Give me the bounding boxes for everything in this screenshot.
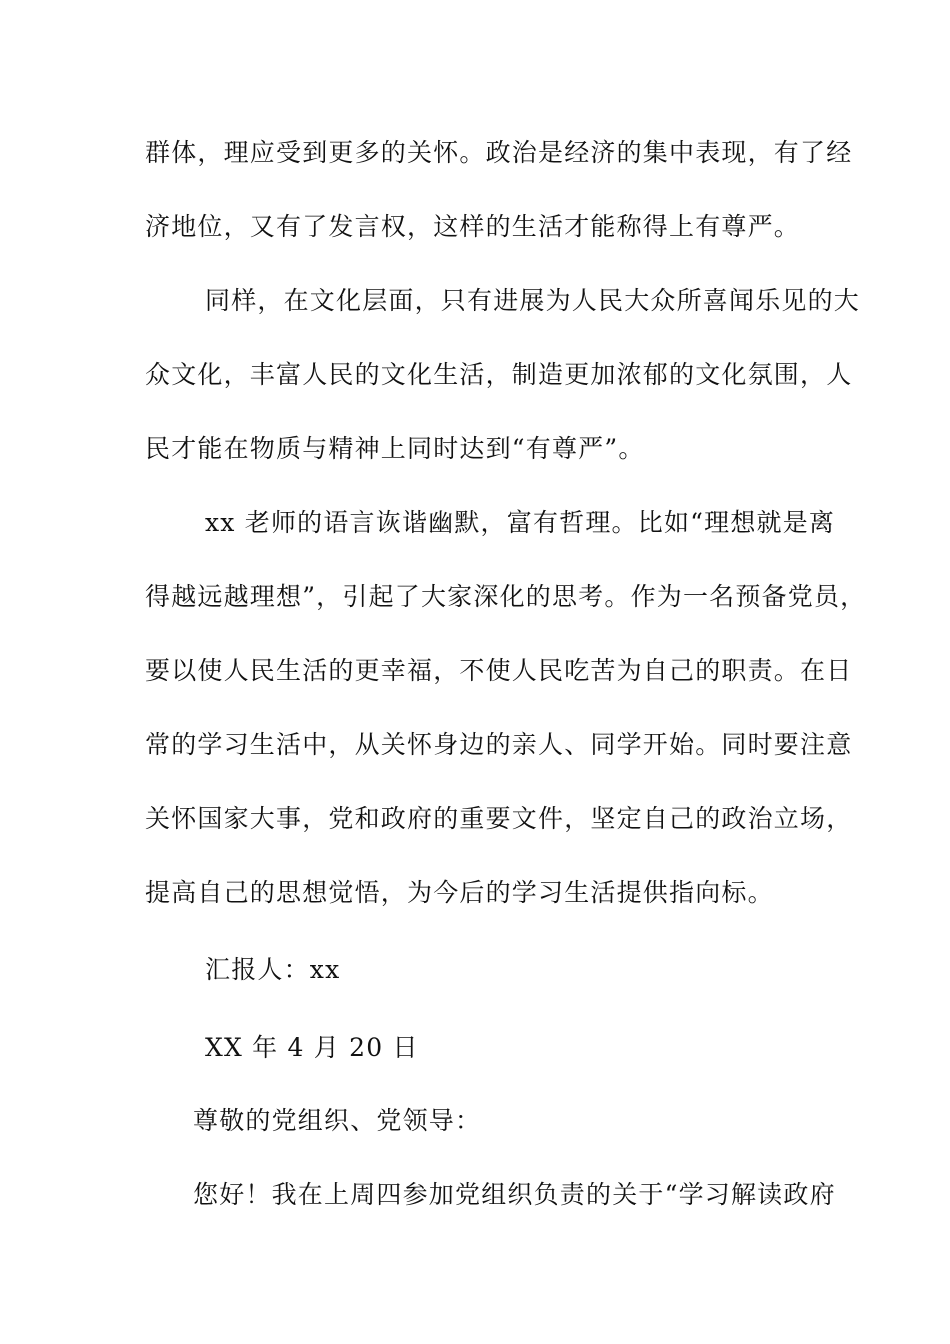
reporter-signature: 汇报人：xx — [205, 955, 341, 984]
paragraph-line: 济地位，又有了发言权，这样的生活才能称得上有尊严。 — [145, 212, 801, 241]
paragraph-line: 提高自己的思想觉悟，为今后的学习生活提供指向标。 — [145, 878, 774, 907]
paragraph-line: xx 老师的语言诙谐幽默，富有哲理。比如“理想就是离 — [205, 508, 836, 537]
salutation: 尊敬的党组织、党领导： — [193, 1106, 482, 1135]
report-date: XX 年 4 月 20 日 — [205, 1033, 419, 1062]
opening-line: 您好！我在上周四参加党组织负责的关于“学习解读政府 — [193, 1180, 836, 1209]
paragraph-line: 要以使人民生活的更幸福，不使人民吃苦为自己的职责。在日 — [145, 656, 853, 685]
paragraph-line: 众文化，丰富人民的文化生活，制造更加浓郁的文化氛围，人 — [145, 360, 853, 389]
paragraph-line: 民才能在物质与精神上同时达到“有尊严”。 — [145, 434, 645, 463]
paragraph-line: 群体，理应受到更多的关怀。政治是经济的集中表现，有了经 — [145, 138, 853, 167]
paragraph-line: 得越远越理想”，引起了大家深化的思考。作为一名预备党员， — [145, 582, 867, 611]
paragraph-line: 常的学习生活中，从关怀身边的亲人、同学开始。同时要注意 — [145, 730, 853, 759]
paragraph-line: 同样，在文化层面，只有进展为人民大众所喜闻乐见的大 — [205, 286, 861, 315]
paragraph-line: 关怀国家大事，党和政府的重要文件，坚定自己的政治立场， — [145, 804, 853, 833]
